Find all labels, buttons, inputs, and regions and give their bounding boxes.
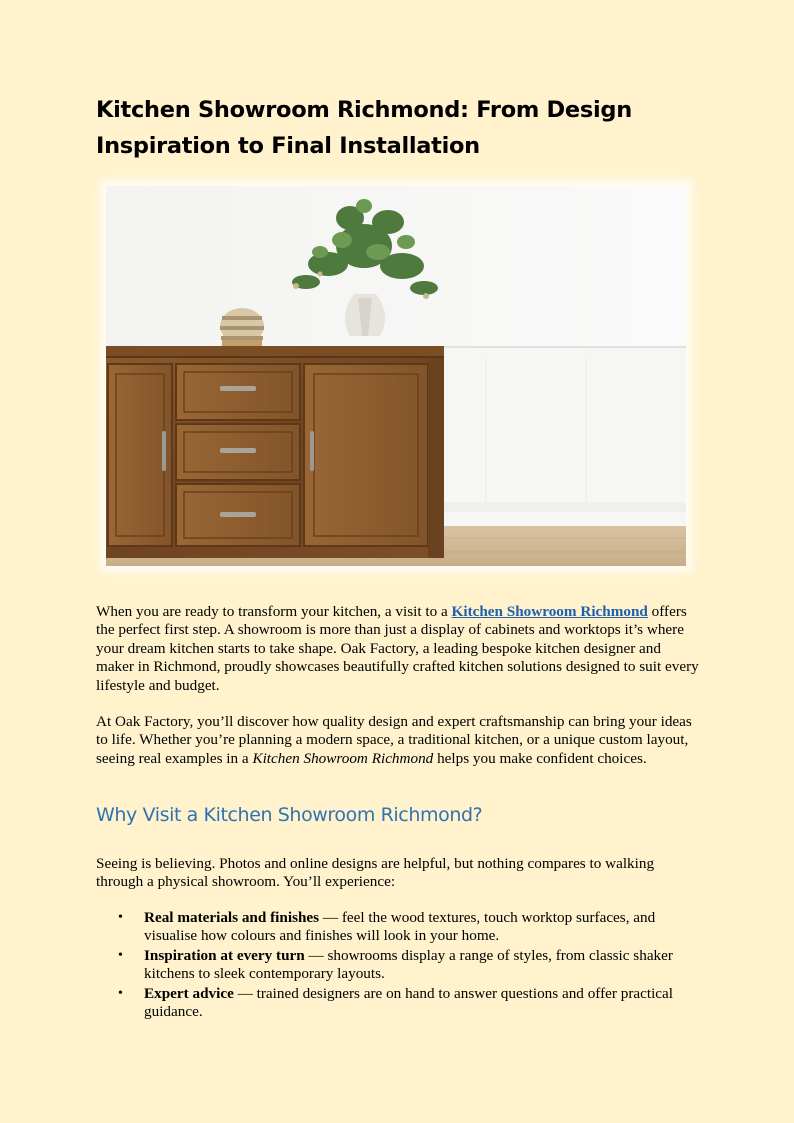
- seeing-paragraph: Seeing is believing. Photos and online designs are helpful, but nothing compares to walking through a physical showroom. You’ll experience:: [96, 855, 655, 891]
- oak-factory-paragraph: [96, 713, 700, 768]
- page-title: Kitchen Showroom Richmond: From Design Inspiration to Final Installation: [96, 97, 632, 159]
- bullet-text: — feel the wood textures, touch worktop surfaces, and visualise how colours and finishes will look in your home.: [144, 909, 656, 945]
- list-item: [96, 909, 696, 946]
- intro-text-end: offers the perfect first step. A showroom is more than just a display of cabinets and worktops it’s where your dream kitchen starts to take shape. Oak Factory, a leading bespoke kitchen designer and maker in Richmond, proudly showcases beautifully crafted kitchen solutions designed to suit every lifestyle and budget.: [96, 603, 699, 694]
- bullet-icon: •: [118, 910, 123, 925]
- bullet-title: Expert advice: [144, 984, 234, 1002]
- bullet-title: Inspiration at every turn: [144, 946, 305, 964]
- para2-text-end: helps you make confident choices.: [433, 749, 647, 767]
- intro-text-start: When you are ready to transform your kitchen, a visit to a: [96, 603, 452, 620]
- bullet-text: — trained designers are on hand to answer questions and offer practical guidance.: [144, 984, 674, 1021]
- bullet-icon: •: [118, 985, 123, 1001]
- para2-text-start: At Oak Factory, you’ll discover how quality design and expert craftsmanship can bring your ideas to life. Whether you’re planning a modern space, a traditional kitchen, or a unique custom layout, seeing real examples in a: [96, 713, 692, 767]
- kitchen-showroom-link[interactable]: Kitchen Showroom Richmond: [451, 603, 648, 620]
- section-heading: Why Visit a Kitchen Showroom Richmond?: [96, 804, 483, 826]
- bullet-icon: •: [118, 947, 123, 963]
- para2-italic-term: Kitchen Showroom Richmond: [252, 749, 434, 767]
- sideboard-photo: [106, 186, 686, 566]
- list-item: [96, 947, 696, 984]
- intro-paragraph: [96, 603, 700, 695]
- bullet-title: Real materials and finishes: [144, 909, 320, 926]
- list-item: [96, 985, 696, 1022]
- benefits-list: [96, 909, 696, 1022]
- bullet-text: — showrooms display a range of styles, from classic shaker kitchens to sleek contemporary layouts.: [144, 946, 673, 983]
